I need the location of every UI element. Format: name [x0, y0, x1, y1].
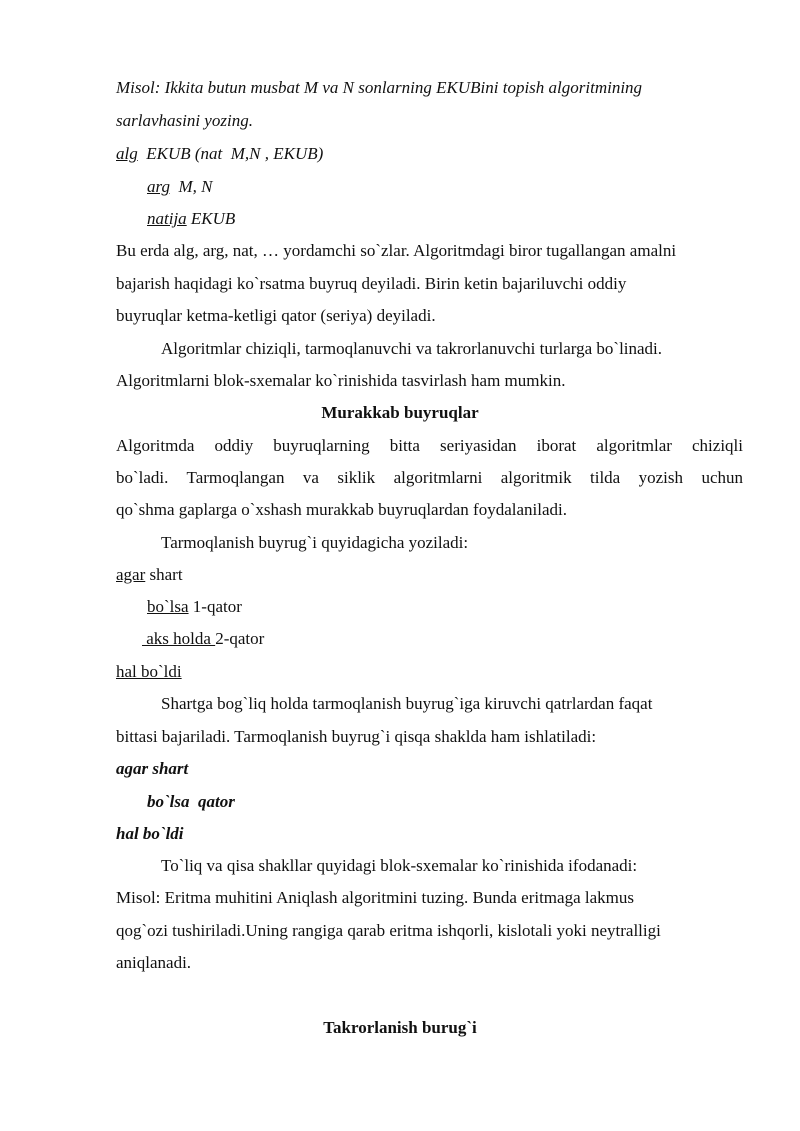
- alg-keyword: alg: [116, 144, 138, 163]
- para3-line-2: Algoritmlarni blok-sxemalar ko`rinishida tasvirlash ham mumkin.: [116, 371, 566, 390]
- full-aks-line: [142, 629, 264, 649]
- full-hal-boldi: hal bo`ldi: [116, 662, 182, 681]
- para7-line-3: qog`ozi tushiriladi.Uning rangiga qarab eritma ishqorli, kislotali yoki neytralligi: [116, 921, 661, 940]
- full-agar-line: [116, 565, 183, 585]
- aks-action: 2-qator: [215, 629, 265, 648]
- para4-line-2: bo`ladi. Tarmoqlangan va siklik algoritmlarni algoritmik tilda yozish uchun: [116, 468, 743, 487]
- para7-line-1: To`liq va qisa shakllar quyidagi blok-sxemalar ko`rinishida ifodanadi:: [161, 856, 638, 875]
- para2-line-1: Bu erda alg, arg, nat, … yordamchi so`zlar. Algoritmdagi biror tugallangan amalni: [116, 241, 677, 260]
- section-heading-murakkab: Murakkab buyruqlar: [321, 403, 479, 422]
- arg-line: [147, 177, 213, 197]
- para4-line-3: qo`shma gaplarga o`xshash murakkab buyruqlardan foydalaniladi.: [116, 500, 567, 519]
- short-hal-line: hal bo`ldi: [116, 824, 184, 843]
- example-line-1: Misol: Ikkita butun musbat M va N sonlarning EKUBini topish algoritmining: [116, 78, 643, 97]
- agar-keyword: agar: [116, 565, 146, 584]
- arg-values: M, N: [170, 177, 213, 196]
- natija-line: [147, 209, 235, 229]
- para2-line-2: bajarish haqidagi ko`rsatma buyruq deyiladi. Birin ketin bajariluvchi oddiy: [116, 274, 627, 293]
- arg-keyword: arg: [147, 177, 170, 196]
- bolsa-action: 1-qator: [188, 597, 242, 616]
- para6-line-2: bittasi bajariladi. Tarmoqlanish buyrug`i qisqa shaklda ham ishlatiladi:: [116, 727, 597, 746]
- para4-line-1: Algoritmda oddiy buyruqlarning bitta seriyasidan iborat algoritmlar chiziqli: [116, 436, 743, 455]
- para6-line-1: Shartga bog`liq holda tarmoqlanish buyrug`iga kiruvchi qatrlardan faqat: [161, 694, 653, 713]
- para7-line-4: aniqlanadi.: [116, 953, 192, 972]
- natija-value: EKUB: [186, 209, 236, 228]
- alg-signature: EKUB (nat M,N , EKUB): [137, 144, 324, 163]
- full-bolsa-line: [147, 597, 242, 617]
- para7-line-2: Misol: Eritma muhitini Aniqlash algoritmini tuzing. Bunda eritmaga lakmus: [116, 888, 634, 907]
- example-line-2: sarlavhasini yozing.: [116, 111, 253, 130]
- agar-condition: shart: [145, 565, 183, 584]
- section-heading-takrorlanish: Takrorlanish burug`i: [323, 1018, 477, 1037]
- alg-header-line: [116, 144, 323, 164]
- short-agar-line: agar shart: [116, 759, 189, 778]
- aks-holda-keyword: aks holda: [142, 629, 216, 648]
- para5-line: Tarmoqlanish buyrug`i quyidagicha yoziladi:: [161, 533, 469, 552]
- bolsa-keyword: bo`lsa: [147, 597, 189, 616]
- short-bolsa-line: bo`lsa qator: [147, 792, 235, 811]
- natija-keyword: natija: [147, 209, 187, 228]
- para3-line-1: Algoritmlar chiziqli, tarmoqlanuvchi va takrorlanuvchi turlarga bo`linadi.: [161, 339, 663, 358]
- para2-line-3: buyruqlar ketma-ketligi qator (seriya) deyiladi.: [116, 306, 436, 325]
